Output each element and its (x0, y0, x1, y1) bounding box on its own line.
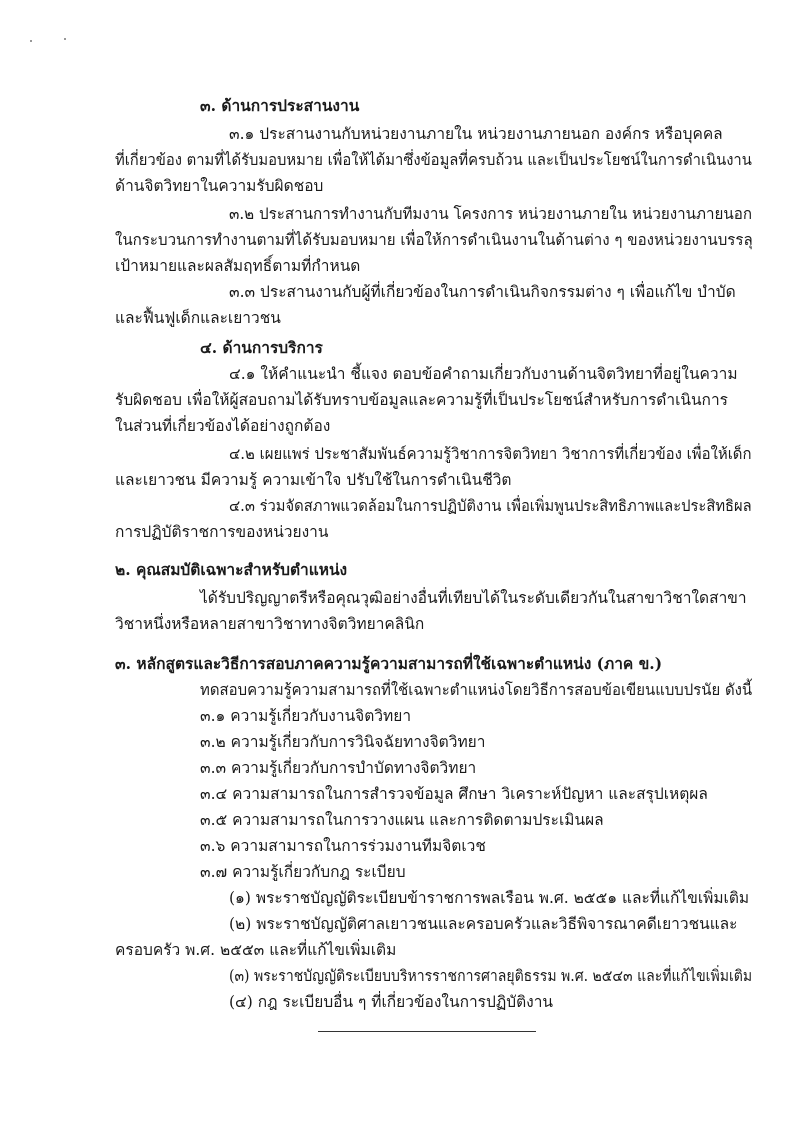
paragraph-line: ได้รับปริญญาตรีหรือคุณวุฒิอย่างอื่นที่เทียบได้ในระดับเดียวกันในสาขาวิชาใดสาขา (200, 589, 747, 607)
exam-topic-item: ๓.๓ ความรู้เกี่ยวกับการบำบัดทางจิตวิทยา (200, 759, 477, 777)
part-heading-exam-curriculum: ๓. หลักสูตรและวิธีการสอบภาคความรู้ความสามารถที่ใช้เฉพาะตำแหน่ง (ภาค ข.) (115, 654, 663, 673)
scan-speck (30, 40, 32, 42)
law-item: (๒) พระราชบัญญัติศาลเยาวชนและครอบครัวและวิธีพิจารณาคดีเยาวชนและ (229, 915, 738, 933)
paragraph-line: เป้าหมายและผลสัมฤทธิ์ตามที่กำหนด (115, 257, 361, 275)
paragraph-line: รับผิดชอบ เพื่อให้ผู้สอบถามได้รับทราบข้อมูลและความรู้ที่เป็นประโยชน์สำหรับการดำเนินการ (115, 391, 728, 409)
exam-topic-item: ๓.๑ ความรู้เกี่ยวกับงานจิตวิทยา (200, 707, 412, 725)
law-item: (๓) พระราชบัญญัติระเบียบบริหารราชการศาลยุติธรรม พ.ศ. ๒๕๔๓ และที่แก้ไขเพิ่มเติม (229, 967, 753, 985)
paragraph-line: การปฏิบัติราชการของหน่วยงาน (115, 523, 329, 541)
paragraph-line: ด้านจิตวิทยาในความรับผิดชอบ (115, 177, 324, 195)
exam-topic-item: ๓.๒ ความรู้เกี่ยวกับการวินิจฉัยทางจิตวิทยา (200, 733, 486, 751)
paragraph-line: และฟื้นฟูเด็กและเยาวชน (115, 309, 281, 327)
paragraph-line: ๔.๒ เผยแพร่ ประชาสัมพันธ์ความรู้วิชาการจิตวิทยา วิชาการที่เกี่ยวข้อง เพื่อให้เด็ก (229, 445, 752, 463)
paragraph-line: ๓.๒ ประสานการทำงานกับทีมงาน โครงการ หน่วยงานภายใน หน่วยงานภายนอก (229, 205, 753, 223)
end-rule (318, 1031, 536, 1032)
section-heading-service: ๔. ด้านการบริการ (200, 338, 323, 357)
paragraph-line: ๔.๓ ร่วมจัดสภาพแวดล้อมในการปฏิบัติงาน เพื่อเพิ่มพูนประสิทธิภาพและประสิทธิผล (229, 497, 752, 515)
paragraph-line: ในส่วนที่เกี่ยวข้องได้อย่างถูกต้อง (115, 417, 331, 435)
law-item: (๑) พระราชบัญญัติระเบียบข้าราชการพลเรือน พ.ศ. ๒๕๕๑ และที่แก้ไขเพิ่มเติม (229, 889, 750, 907)
paragraph-line: ๓.๓ ประสานงานกับผู้ที่เกี่ยวข้องในการดำเนินกิจกรรมต่าง ๆ เพื่อแก้ไข บำบัด (229, 283, 736, 301)
law-item: (๔) กฎ ระเบียบอื่น ๆ ที่เกี่ยวข้องในการปฏิบัติงาน (229, 993, 554, 1011)
paragraph-line: ที่เกี่ยวข้อง ตามที่ได้รับมอบหมาย เพื่อให้ได้มาซึ่งข้อมูลที่ครบถ้วน และเป็นประโยชน์ในการดำเนินงาน (115, 151, 752, 169)
paragraph-line: ๓.๑ ประสานงานกับหน่วยงานภายใน หน่วยงานภายนอก องค์กร หรือบุคคล (229, 125, 723, 143)
part-heading-qualifications: ๒. คุณสมบัติเฉพาะสำหรับตำแหน่ง (115, 560, 348, 579)
section-heading-coordination: ๓. ด้านการประสานงาน (200, 96, 360, 115)
paragraph-line: และเยาวชน มีความรู้ ความเข้าใจ ปรับใช้ในการดำเนินชีวิต (115, 471, 512, 489)
paragraph-line: ทดสอบความรู้ความสามารถที่ใช้เฉพาะตำแหน่งโดยวิธีการสอบข้อเขียนแบบปรนัย ดังนี้ (200, 681, 753, 699)
paragraph-line: ๔.๑ ให้คำแนะนำ ชี้แจง ตอบข้อคำถามเกี่ยวกับงานด้านจิตวิทยาที่อยู่ในความ (229, 365, 738, 383)
law-item-continuation: ครอบครัว พ.ศ. ๒๕๕๓ และที่แก้ไขเพิ่มเติม (115, 941, 397, 959)
paragraph-line: วิชาหนึ่งหรือหลายสาขาวิชาทางจิตวิทยาคลินิก (115, 615, 425, 633)
exam-topic-item: ๓.๔ ความสามารถในการสำรวจข้อมูล ศึกษา วิเคราะห์ปัญหา และสรุปเหตุผล (200, 785, 708, 803)
exam-topic-item: ๓.๕ ความสามารถในการวางแผน และการติดตามประเมินผล (200, 811, 604, 829)
exam-topic-item: ๓.๖ ความสามารถในการร่วมงานทีมจิตเวช (200, 837, 486, 855)
scan-speck (64, 38, 66, 40)
paragraph-line: ในกระบวนการทำงานตามที่ได้รับมอบหมาย เพื่อให้การดำเนินงานในด้านต่าง ๆ ของหน่วยงานบรรลุ (115, 231, 753, 249)
exam-topic-item: ๓.๗ ความรู้เกี่ยวกับกฎ ระเบียบ (200, 863, 406, 881)
